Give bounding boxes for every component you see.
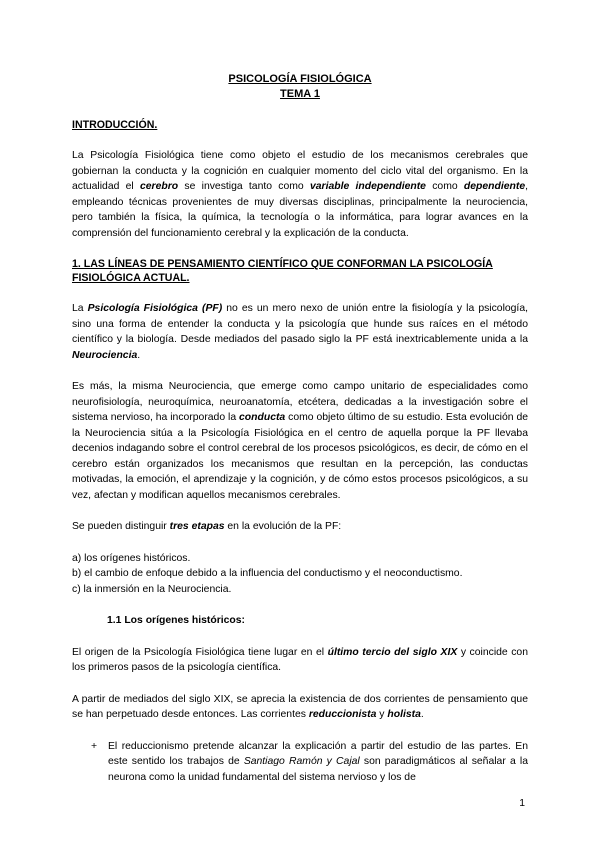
list-item: a) los orígenes históricos. [72,552,191,564]
intro-heading: INTRODUCCIÓN. [72,119,158,131]
intro-paragraph: La Psicología Fisiológica tiene como objeto el estudio de los mecanismos cerebrales que gobiernan la conducta y la cognición en cualquier momento del ciclo vital del organismo. En la actualidad el cerebro se investiga tanto como variable independiente como dependiente, empleando técnicas provenientes de muy diversas disciplinas, principalmente la neurociencia, pero también la física, la química, la tecnología o la informática, para lograr avances en la comprensión del funcionamiento cerebral y la explicación de la conducta. [72,150,528,239]
document-subtitle: TEMA 1 [280,88,320,100]
list-item: b) el cambio de enfoque debido a la influencia del conductismo y el neoconductismo. [72,568,463,579]
bullet-item [72,739,528,786]
section11-heading: 1.1 Los orígenes históricos: [107,615,246,626]
section11-paragraph-1: El origen de la Psicología Fisiológica tiene lugar en el último tercio del siglo XIX y coincide con los primeros pasos de la psicología científica. [72,646,528,673]
stages-list [72,551,528,598]
section1-heading: 1. LAS LÍNEAS DE PENSAMIENTO CIENTÍFICO QUE CONFORMAN LA PSICOLOGÍA FISIOLÓGICA ACTUAL. [72,258,493,284]
section1-paragraph-3: Se pueden distinguir tres etapas en la evolución de la PF: [72,521,342,532]
bullet-plus-icon: + [91,740,98,752]
page-number: 1 [519,798,525,809]
section11-paragraph-2: A partir de mediados del siglo XIX, se aprecia la existencia de dos corrientes de pensamiento que se han perpetuado desde entonces. Las corrientes reduccionista y holista. [72,693,528,720]
document-page [72,72,528,785]
document-title: PSICOLOGÍA FISIOLÓGICA [228,73,372,85]
section1-paragraph-1: La Psicología Fisiológica (PF) no es un mero nexo de unión entre la fisiología y la psicología, sino una forma de entender la conducta y la psicología que hunde sus raíces en el método científico y la biología. Desde mediados del pasado siglo la PF está inextricablemente unida a la Neurociencia. [72,303,528,361]
list-item: c) la inmersión en la Neurociencia. [72,583,232,595]
section1-paragraph-2: Es más, la misma Neurociencia, que emerge como campo unitario de especialidades como neurofisiología, neuroquímica, neuroanatomía, etcétera, dedicadas a la investigación sobre el sistema nervioso, ha incorporado la conducta como objeto último de su estudio. Esta evolución de la Neurociencia sitúa a la Psicología Fisiológica en el centro de aquella porque la PF llevaba decenios indagando sobre el control cerebral de los procesos psicológicos, es decir, de cómo en el cerebro están organizados los mecanismos que resultan en la percepción, las conductas motivadas, la emoción, el aprendizaje y la cognición, y de cómo estos procesos psicológicos, a su vez, afectan y modifican aquellos mecanismos cerebrales. [72,381,529,501]
bullet-text: El reduccionismo pretende alcanzar la explicación a partir del estudio de las partes. En este sentido los trabajos de Santiago Ramón y Cajal son paradigmáticos al señalar a la neurona como la unidad fundamental del sistema nervioso y los de [108,740,528,783]
